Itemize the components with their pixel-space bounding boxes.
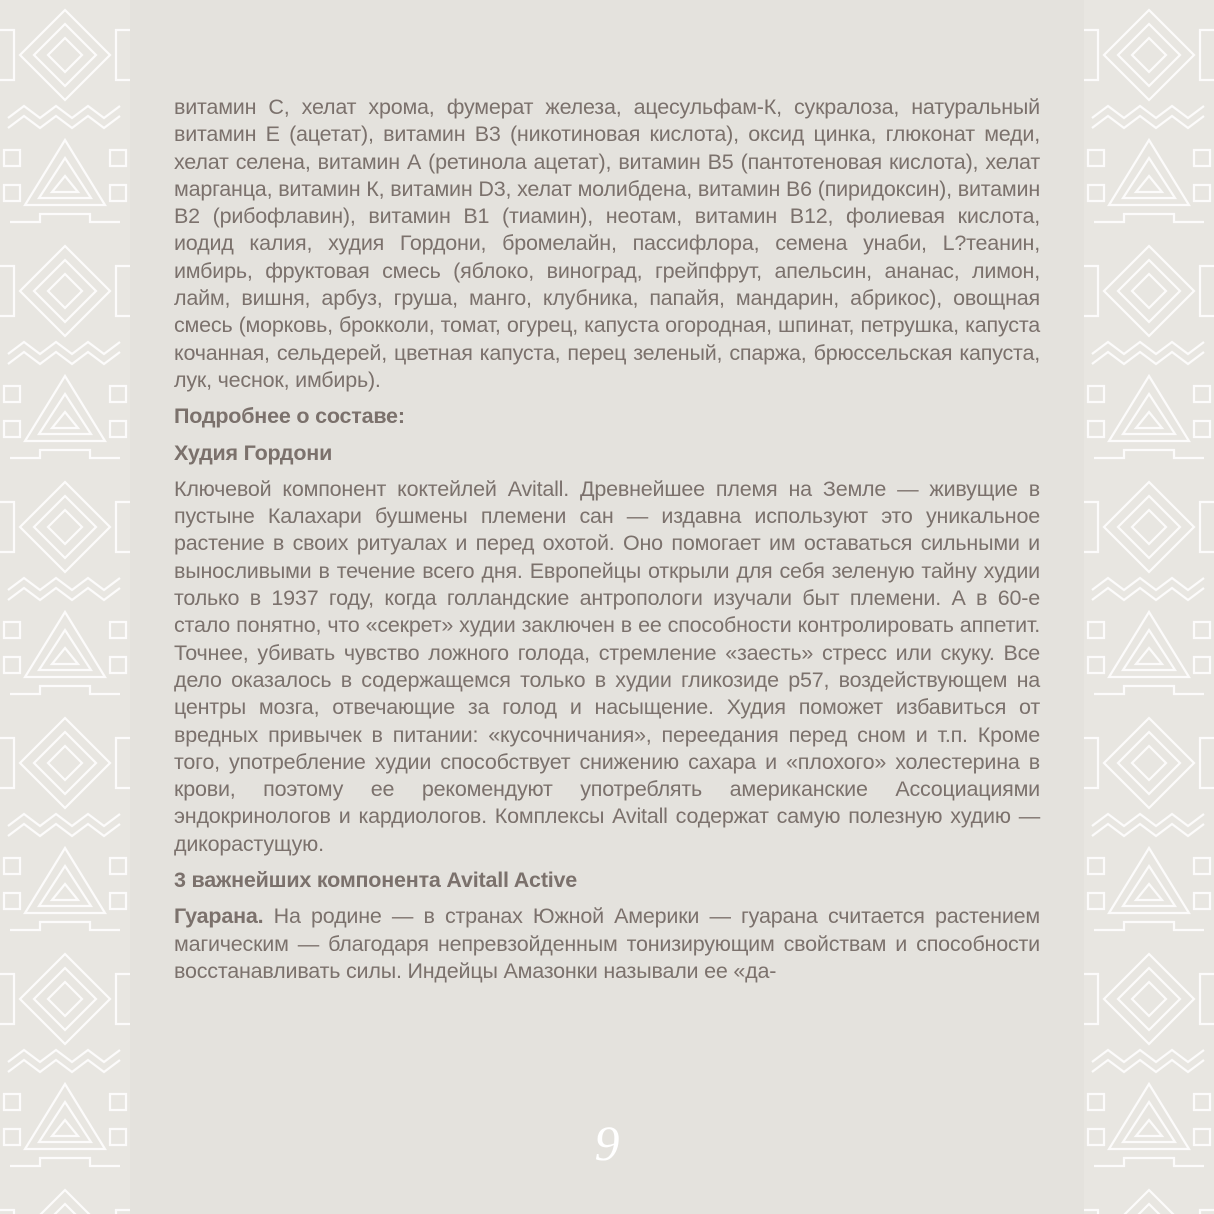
page-number <box>582 1118 632 1168</box>
composition-paragraph: витамин С, хелат хрома, фумерат железа, ацесульфам-К, сукралоза, натуральный витамин Е (ацетат), витамин В3 (никотиновая кислота), оксид цинка, глюконат меди, хелат селена, витамин А (ретинола ацетат), витамин В5 (пантотеновая кислота), хелат марганца, витамин К, витамин D3, хелат молибдена, витамин В6 (пиридоксин), витамин В2 (рибофлавин), витамин В1 (тиамин), неотам, витамин В12, фолиевая кислота, иодид калия, худия Гордони, бромелайн, пассифлора, семена унаби, L?теанин, имбирь, фруктовая смесь (яблоко, виноград, грейпфрут, апельсин, ананас, лимон, лайм, вишня, арбуз, груша, манго, клубника, папайя, мандарин, абрикос), овощная смесь (морковь, брокколи, томат, огурец, капуста огородная, шпинат, петрушка, капуста кочанная, сельдерей, цветная капуста, перец зеленый, спаржа, брюссельская капуста, лук, чеснок, имбирь). <box>174 95 1040 392</box>
hoodia-paragraph: Ключевой компонент коктейлей Avitall. Древнейшее племя на Земле — живущие в пустыне Калахари бушмены племени сан — издавна используют это уникальное растение в своих ритуалах и перед охотой. Оно помогает им оставаться сильными и выносливыми в течение всего дня. Европейцы открыли для себя зеленую тайну худии только в 1937 году, когда голландские антропологи изучали быт племени. А в 60-е стало понятно, что «секрет» худии заключен в ее способности контролировать аппетит. Точнее, убивать чувство ложного голода, стремление «заесть» стресс или скуку. Все дело оказалось в содержащемся только в худии гликозиде p57, воздействующем на центры мозга, отвечающие за голод и насыщение. Худия поможет избавиться от вредных привычек в питании: «кусочничания», переедания перед сном и т.п. Кроме того, употребление худии способствует снижению сахара и «плохого» холестерина в крови, поэтому ее рекомендуют употреблять американские Ассоциациями эндокринологов и кардиологов. Комплексы Avitall содержат самую полезную худию — дикорастущую. <box>174 476 1040 856</box>
article-text <box>174 94 1040 985</box>
guarana-lead: Гуарана. <box>174 904 264 929</box>
heading-active-components: 3 важнейших компонента Avitall Active <box>174 868 578 893</box>
guarana-text: На родине — в странах Южной Америки — гуарана считается растением магическим — благодаря непревзойденным тонизирующим свойствам и способности восстанавливать силы. Индейцы Амазонки называли ее «да- <box>174 904 1040 983</box>
ethnic-ornament-border-right <box>1084 0 1214 1214</box>
guarana-paragraph <box>174 903 1040 985</box>
heading-hoodia: Худия Гордони <box>174 440 333 465</box>
page-number-text: 9 <box>594 1118 620 1168</box>
ornament-border-right <box>1084 0 1214 1214</box>
ethnic-ornament-border-left <box>0 0 130 1214</box>
heading-details: Подробнее о составе: <box>174 404 405 429</box>
ornament-border-left <box>0 0 130 1214</box>
